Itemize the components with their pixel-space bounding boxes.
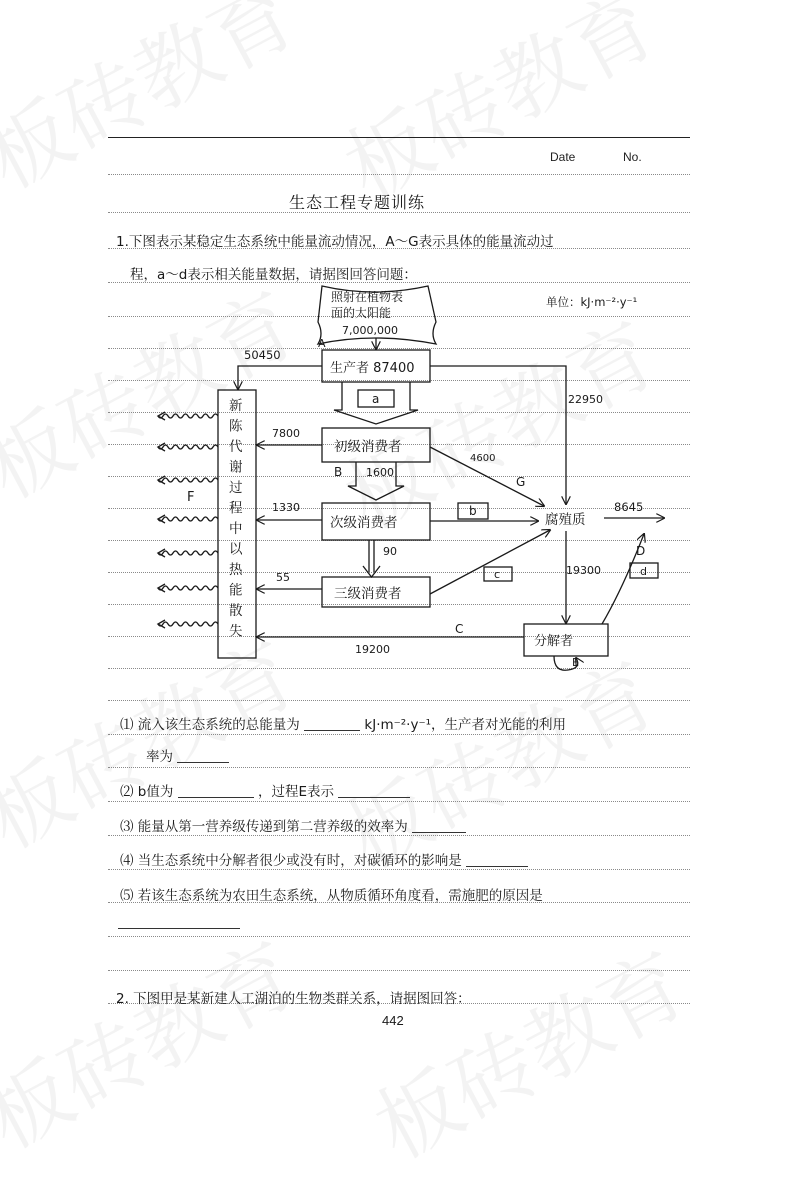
data-label-d: d <box>640 565 647 578</box>
value-tertiary-heat: 55 <box>276 571 290 584</box>
q1-sub1-blank2[interactable] <box>177 748 229 763</box>
wavy-heat-arrow <box>158 586 218 590</box>
q1-sub1-text-a: ⑴ 流入该生态系统的总能量为 <box>120 717 300 733</box>
q1-sub2 <box>120 780 410 800</box>
arrow-90-head <box>363 566 380 577</box>
value-primary-secondary: 1600 <box>366 466 394 479</box>
heat-loss-char: 程 <box>229 500 243 517</box>
letter-b: B <box>334 465 343 479</box>
wavy-heat-arrow <box>158 445 218 449</box>
value-primary-heat: 7800 <box>272 427 300 440</box>
q1-intro-line2: 程，a～d表示相关能量数据，请据图回答问题： <box>130 267 417 283</box>
arrow-producer-heat <box>238 366 322 389</box>
sun-line2: 面的太阳能 <box>331 306 392 320</box>
heat-loss-char: 能 <box>229 582 243 599</box>
primary-consumer-label: 初级消费者 <box>334 439 402 455</box>
q1-sub2-text-b: ，过程E表示 <box>257 784 334 800</box>
data-label-a: a <box>372 392 380 406</box>
heat-loss-char: 过 <box>229 480 243 496</box>
q1-sub4-blank[interactable] <box>466 852 528 867</box>
value-primary-decay: 4600 <box>470 453 496 464</box>
value-secondary-heat: 1330 <box>272 501 300 514</box>
q1-sub3-blank[interactable] <box>412 818 466 833</box>
q1-sub1-line1 <box>120 713 566 733</box>
q1-sub5: ⑸ 若该生态系统为农田生态系统，从物质循环角度看，需施肥的原因是 <box>120 888 543 904</box>
value-producer-decay: 22950 <box>568 393 603 406</box>
arrow-producer-decay <box>430 366 566 504</box>
q1-sub3-text: ⑶ 能量从第一营养级传递到第二营养级的效率为 <box>120 819 408 835</box>
heat-loss-char: 新 <box>229 398 243 414</box>
heat-loss-text <box>229 398 243 640</box>
value-secondary-tertiary: 90 <box>383 545 397 558</box>
wavy-heat-arrow <box>158 478 218 482</box>
unit-label: 单位：kJ·m⁻²·y⁻¹ <box>546 295 638 309</box>
wavy-heat-arrow-head <box>158 412 165 420</box>
q1-sub4 <box>120 849 528 869</box>
wavy-heat-arrow-head <box>158 584 165 592</box>
secondary-consumer-label: 次级消费者 <box>330 515 398 531</box>
heat-loss-char: 中 <box>229 521 243 537</box>
heat-dissipation-arrows <box>158 412 218 628</box>
heat-loss-char: 以 <box>229 541 243 558</box>
q1-sub3 <box>120 815 466 835</box>
value-producer-heat: 50450 <box>244 348 281 362</box>
value-decay-out: 8645 <box>614 500 644 514</box>
producer-label: 生产者 87400 <box>330 361 415 376</box>
q1-sub1-blank1[interactable] <box>304 716 360 731</box>
wavy-heat-arrow <box>158 414 218 418</box>
no-label: No. <box>623 150 642 164</box>
letter-a: A <box>318 337 326 350</box>
wavy-heat-arrow-head <box>158 549 165 557</box>
heat-loss-char: 热 <box>229 562 243 578</box>
letter-e: E <box>572 656 579 669</box>
q1-sub2-text-a: ⑵ b值为 <box>120 784 174 800</box>
heat-loss-char: 散 <box>229 603 243 619</box>
letter-g: G <box>516 475 526 489</box>
page-number: 442 <box>382 1013 404 1028</box>
wavy-heat-arrow <box>158 551 218 555</box>
q1-sub5-blank[interactable] <box>118 914 240 929</box>
decayed-matter-label: 腐殖质 <box>545 512 586 528</box>
decomposer-label: 分解者 <box>534 634 574 649</box>
wavy-heat-arrow-head <box>158 443 165 451</box>
heat-loss-char: 代 <box>229 439 243 455</box>
q1-sub4-text: ⑷ 当生态系统中分解者很少或没有时，对碳循环的影响是 <box>120 853 462 869</box>
heat-loss-char: 失 <box>229 623 243 640</box>
wavy-heat-arrow <box>158 622 218 626</box>
sun-line1: 照射在植物表 <box>331 290 404 304</box>
heat-loss-char: 谢 <box>229 459 243 476</box>
tertiary-consumer-label: 三级消费者 <box>334 586 402 602</box>
q1-intro-line1: 1.下图表示某稳定生态系统中能量流动情况，A～G表示具体的能量流动过 <box>116 234 554 250</box>
page-title: 生态工程专题训练 <box>289 193 426 212</box>
wavy-heat-arrow-head <box>158 620 165 628</box>
value-decomposer-heat: 19200 <box>355 643 390 656</box>
value-decay-decomposer: 19300 <box>566 564 601 577</box>
letter-d: D <box>636 544 646 558</box>
q2-intro: 2. 下图甲是某新建人工湖泊的生物类群关系，请据图回答： <box>116 991 471 1007</box>
heat-loss-char: 陈 <box>229 418 243 435</box>
sun-value: 7,000,000 <box>342 324 398 337</box>
q1-sub1-text-c: 率为 <box>146 749 173 765</box>
arrow-tertiary-decay <box>430 530 550 594</box>
data-label-b: b <box>469 504 477 518</box>
date-label: Date <box>550 150 576 164</box>
data-label-c: c <box>494 568 501 581</box>
q1-sub2-blank1[interactable] <box>178 783 254 798</box>
q1-sub1-text-b: kJ·m⁻²·y⁻¹，生产者对光能的利用 <box>364 717 566 733</box>
letter-c: C <box>455 622 464 636</box>
q1-sub2-blank2[interactable] <box>338 783 410 798</box>
wavy-heat-arrow-head <box>158 515 165 523</box>
letter-f: F <box>187 490 195 505</box>
q1-sub1-line2 <box>146 745 229 765</box>
wavy-heat-arrow-head <box>158 476 165 484</box>
wavy-heat-arrow <box>158 517 218 521</box>
